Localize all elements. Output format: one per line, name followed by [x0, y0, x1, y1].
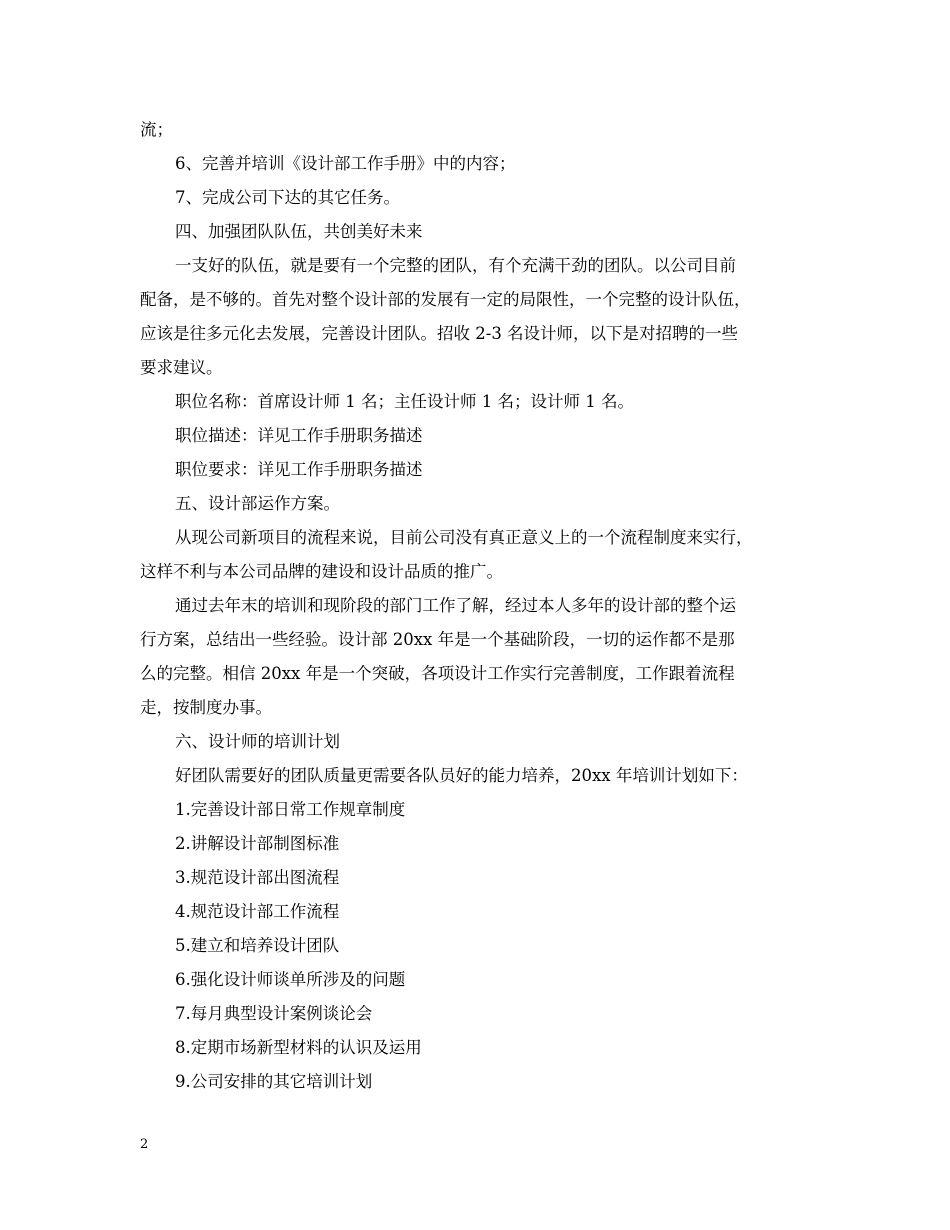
- text-line: 应该是往多元化去发展，完善设计团队。招收 2-3 名设计师，以下是对招聘的一些: [140, 324, 739, 343]
- text-line: 6、完善并培训《设计部工作手册》中的内容；: [175, 154, 516, 173]
- text-line: 六、设计师的培训计划: [175, 732, 340, 751]
- text-line: 配备，是不够的。首先对整个设计部的发展有一定的局限性，一个完整的设计队伍，: [140, 290, 751, 309]
- text-line: 6.强化设计师谈单所涉及的问题: [175, 970, 406, 989]
- text-line: 9.公司安排的其它培训计划: [175, 1072, 373, 1091]
- text-line: 流；: [140, 120, 173, 139]
- text-line: 么的完整。相信 20xx 年是一个突破，各项设计工作实行完善制度，工作跟着流程: [140, 664, 735, 683]
- text-line: 通过去年末的培训和现阶段的部门工作了解，经过本人多年的设计部的整个运: [175, 596, 736, 615]
- text-line: 五、设计部运作方案。: [175, 494, 340, 513]
- text-line: 2.讲解设计部制图标准: [175, 834, 340, 853]
- text-line: 职位要求：详见工作手册职务描述: [175, 460, 423, 479]
- page-number: 2: [140, 1137, 149, 1152]
- text-line: 走，按制度办事。: [140, 698, 272, 717]
- text-line: 1.完善设计部日常工作规章制度: [175, 800, 406, 819]
- text-line: 7.每月典型设计案例谈论会: [175, 1004, 373, 1023]
- text-line: 四、加强团队队伍，共创美好未来: [175, 222, 423, 241]
- document-body: [140, 113, 820, 1099]
- text-line: 3.规范设计部出图流程: [175, 868, 340, 887]
- text-line: 5.建立和培养设计团队: [175, 936, 340, 955]
- text-line: 8.定期市场新型材料的认识及运用: [175, 1038, 422, 1057]
- text-line: 4.规范设计部工作流程: [175, 902, 340, 921]
- text-line: 要求建议。: [140, 358, 223, 377]
- text-line: 一支好的队伍，就是要有一个完整的团队，有个充满干劲的团队。以公司目前: [175, 256, 736, 275]
- text-line: 7、完成公司下达的其它任务。: [175, 188, 400, 207]
- text-line: 好团队需要好的团队质量更需要各队员好的能力培养，20xx 年培训计划如下：: [175, 766, 748, 785]
- text-line: 职位名称：首席设计师 1 名；主任设计师 1 名；设计师 1 名。: [175, 392, 634, 411]
- text-line: 从现公司新项目的流程来说，目前公司没有真正意义上的一个流程制度来实行，: [175, 528, 753, 547]
- text-line: 这样不利与本公司品牌的建设和设计品质的推广。: [140, 562, 503, 581]
- text-line: 职位描述：详见工作手册职务描述: [175, 426, 423, 445]
- text-line: 行方案，总结出一些经验。设计部 20xx 年是一个基础阶段，一切的运作都不是那: [140, 630, 735, 649]
